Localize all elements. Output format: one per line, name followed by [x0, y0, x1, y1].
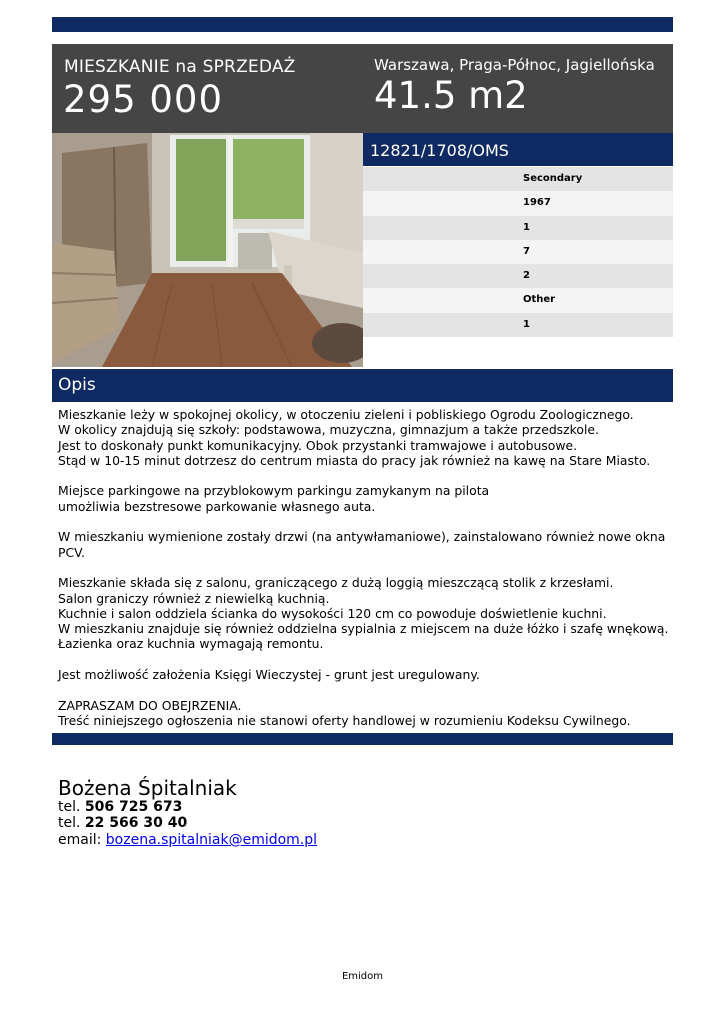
- email-label: email:: [58, 832, 102, 848]
- description-section-bar: [52, 369, 673, 402]
- description-heading: Opis: [58, 375, 96, 395]
- listing-area: 41.5 m2: [374, 74, 528, 117]
- detail-value: 7: [523, 245, 530, 257]
- detail-row: [363, 264, 673, 288]
- detail-value: 1: [523, 221, 530, 233]
- tel-label: tel.: [58, 799, 81, 815]
- apartment-photo-image: [52, 133, 363, 367]
- detail-row: [363, 288, 673, 312]
- listing-type: MIESZKANIE na SPRZEDAŻ: [64, 57, 296, 77]
- detail-row: [363, 313, 673, 337]
- detail-row: [363, 240, 673, 264]
- bottom-accent-bar: [52, 733, 673, 745]
- detail-value: Other: [523, 294, 556, 306]
- apartment-photo: [52, 133, 363, 367]
- phone-number: 506 725 673: [84, 799, 183, 815]
- listing-price: 295 000: [63, 78, 224, 121]
- agent-phone-1: [58, 799, 182, 815]
- top-accent-bar: [52, 17, 673, 32]
- reference-bar: [363, 133, 673, 166]
- detail-value: 1967: [523, 197, 551, 209]
- phone-number: 22 566 30 40: [84, 815, 188, 831]
- detail-row: [363, 167, 673, 191]
- listing-header: [52, 44, 673, 133]
- detail-value: 1: [523, 318, 530, 330]
- detail-row: [363, 216, 673, 240]
- tel-label: tel.: [58, 815, 81, 831]
- reference-number: 12821/1708/OMS: [370, 141, 509, 160]
- detail-row: [363, 191, 673, 215]
- agent-name: Bożena Śpitalniak: [58, 776, 237, 800]
- listing-location: Warszawa, Praga-Północ, Jagiellońska: [374, 56, 655, 74]
- agent-phone-2: [58, 815, 187, 831]
- detail-value: 2: [523, 270, 530, 282]
- description-text: Mieszkanie leży w spokojnej okolicy, w otoczeniu zieleni i pobliskiego Ogrodu Zoologicznego. W okolicy znajdują się szkoły: podstawowa, muzyczna, gimnazjum a także przedszkole. Jest to doskonały punkt komunikacyjny. Obok przystanki tramwajowe i autobusowe. Stąd w 10-15 minut dotrzesz do centrum miasta do pracy jak również na kawę na Stare Miasto. Miejsce parkingowe na przyblokowym parkingu zamykanym na pilota umożliwia bezstresowe parkowanie własnego auta. W mieszkaniu wymienione zostały drzwi (na antywłamaniowe), zainstalowano również nowe okna PCV. Mieszkanie składa się z salonu, graniczącego z dużą loggią mieszczącą stolik z krzesłami. Salon graniczy również z niewielką kuchnią. Kuchnie i salon oddziela ścianka do wysokości 120 cm co powoduje doświetlenie kuchni. W mieszkaniu znajduje się również oddzielna sypialnia z miejscem na duże łóżko i szafę wnękową. Łazienka oraz kuchnia wymagają remontu. Jest możliwość założenia Księgi Wieczystej - grunt jest uregulowany. ZAPRASZAM DO OBEJRZENIA. Treść niniejszego ogłoszenia nie stanowi oferty handlowej w rozumieniu Kodeksu Cywilnego.: [58, 407, 669, 728]
- details-table: [363, 167, 673, 337]
- email-link[interactable]: bozena.spitalniak@emidom.pl: [105, 832, 318, 848]
- footer-company: Emidom: [341, 971, 384, 982]
- agent-email: [58, 832, 317, 848]
- detail-value: Secondary: [523, 173, 583, 184]
